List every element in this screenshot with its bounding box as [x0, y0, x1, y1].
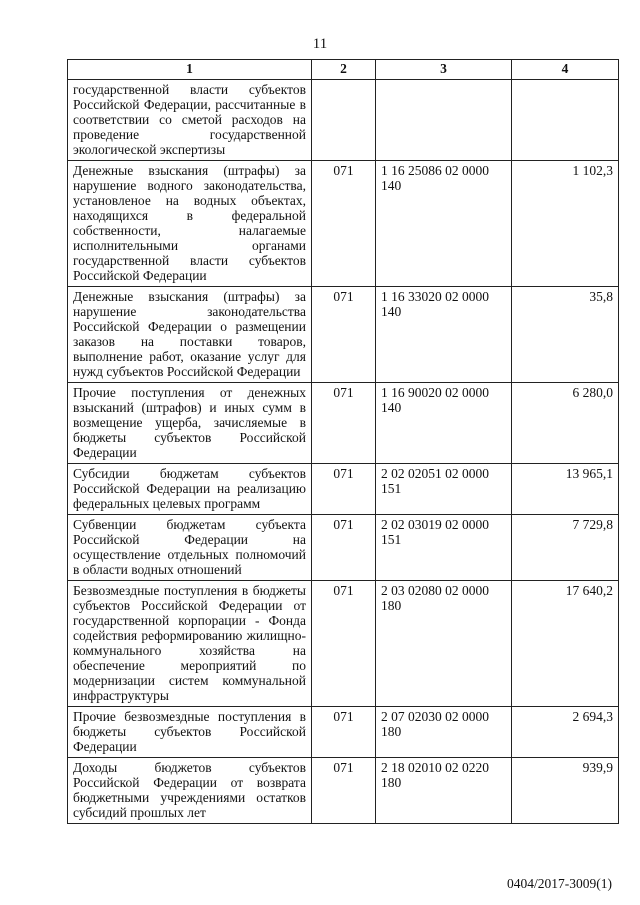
row-amount: 17 640,2 — [512, 581, 619, 707]
table-row — [68, 80, 619, 161]
table-row — [68, 515, 619, 581]
row-amount: 939,9 — [512, 758, 619, 824]
row-kbk-code: 2 07 02030 02 0000 180 — [376, 707, 512, 758]
row-admin-code: 071 — [312, 287, 376, 383]
column-header-2: 2 — [312, 60, 376, 80]
row-amount: 7 729,8 — [512, 515, 619, 581]
page-number: 11 — [312, 36, 328, 52]
row-admin-code: 071 — [312, 383, 376, 464]
row-kbk-code: 2 02 03019 02 0000 151 — [376, 515, 512, 581]
row-kbk-code: 2 02 02051 02 0000 151 — [376, 464, 512, 515]
row-admin-code: 071 — [312, 161, 376, 287]
row-admin-code: 071 — [312, 515, 376, 581]
row-admin-code: 071 — [312, 758, 376, 824]
table-row — [68, 581, 619, 707]
row-kbk-code: 2 18 02010 02 0220 180 — [376, 758, 512, 824]
row-amount: 13 965,1 — [512, 464, 619, 515]
row-kbk-code: 1 16 90020 02 0000 140 — [376, 383, 512, 464]
row-amount — [512, 80, 619, 161]
row-description: Денежные взыскания (штрафы) за нарушение законодательства Российской Федерации о размещении заказов на поставки товаров, выполнение работ, оказание услуг для нужд субъектов Российской Федерации — [68, 287, 312, 383]
row-description: государственной власти субъектов Российской Федерации, рассчитанные в соответствии со сметой расходов на проведение государственной экологической экспертизы — [68, 80, 312, 161]
row-admin-code — [312, 80, 376, 161]
row-description: Прочие поступления от денежных взысканий (штрафов) и иных сумм в возмещение ущерба, зачисляемые в бюджеты субъектов Российской Федерации — [68, 383, 312, 464]
row-amount: 6 280,0 — [512, 383, 619, 464]
table-row — [68, 758, 619, 824]
table-row — [68, 287, 619, 383]
row-description: Денежные взыскания (штрафы) за нарушение водного законодательства, установленое на водных объектах, находящихся в федеральной собственности, налагаемые исполнительными органами государственной власти субъектов Российской Федерации — [68, 161, 312, 287]
row-description: Субвенции бюджетам субъекта Российской Федерации на осуществление отдельных полномочий в области водных отношений — [68, 515, 312, 581]
table-row — [68, 161, 619, 287]
row-kbk-code: 1 16 33020 02 0000 140 — [376, 287, 512, 383]
revenue-table — [67, 59, 619, 824]
row-admin-code: 071 — [312, 581, 376, 707]
row-amount: 35,8 — [512, 287, 619, 383]
row-description: Субсидии бюджетам субъектов Российской Федерации на реализацию федеральных целевых программ — [68, 464, 312, 515]
row-description: Прочие безвозмездные поступления в бюджеты субъектов Российской Федерации — [68, 707, 312, 758]
row-description: Безвозмездные поступления в бюджеты субъектов Российской Федерации от государственной корпорации - Фонда содействия реформированию жилищно-коммунального хозяйства на обеспечение мероприятий по модернизации систем коммунальной инфраструктуры — [68, 581, 312, 707]
column-header-1: 1 — [68, 60, 312, 80]
row-kbk-code: 1 16 25086 02 0000 140 — [376, 161, 512, 287]
table-row — [68, 707, 619, 758]
row-kbk-code: 2 03 02080 02 0000 180 — [376, 581, 512, 707]
row-admin-code: 071 — [312, 707, 376, 758]
table-header-row — [68, 60, 619, 80]
column-header-4: 4 — [512, 60, 619, 80]
column-header-3: 3 — [376, 60, 512, 80]
row-admin-code: 071 — [312, 464, 376, 515]
row-amount: 2 694,3 — [512, 707, 619, 758]
row-description: Доходы бюджетов субъектов Российской Федерации от возврата бюджетными учреждениями остатков субсидий прошлых лет — [68, 758, 312, 824]
table-row — [68, 383, 619, 464]
table-row — [68, 464, 619, 515]
row-kbk-code — [376, 80, 512, 161]
row-amount: 1 102,3 — [512, 161, 619, 287]
document-number: 0404/2017-3009(1) — [507, 876, 612, 891]
